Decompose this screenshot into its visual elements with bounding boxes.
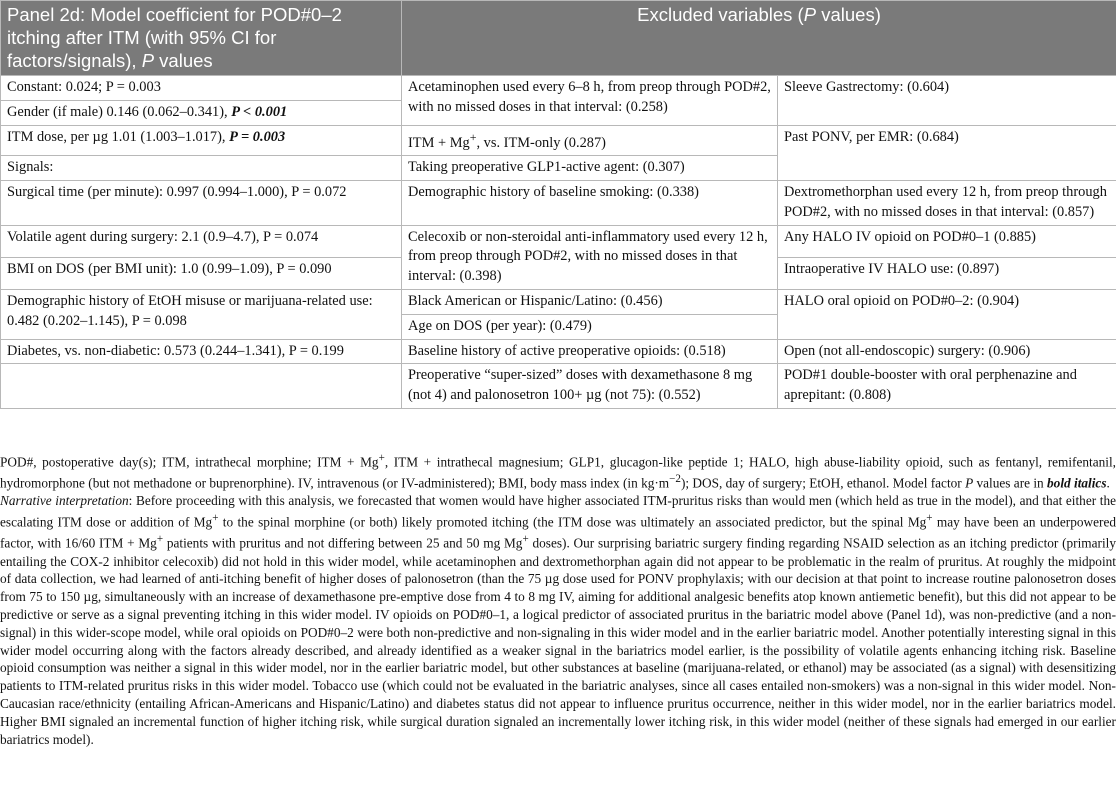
cell-open-surgery: Open (not all-endoscopic) surgery: (0.906) [778, 339, 1116, 364]
cell-supersized: Preoperative “super-sized” doses with dexamethasone 8 mg (not 4) and palonosetron 100+ µg (not 75): (0.552) [402, 364, 778, 409]
cell-etoh: Demographic history of EtOH misuse or marijuana-related use: 0.482 (0.202–1.145), P = 0.098 [1, 289, 402, 339]
cell-smoking: Demographic history of baseline smoking: (0.338) [402, 180, 778, 225]
cell-surgical-time: Surgical time (per minute): 0.997 (0.994–1.000), P = 0.072 [1, 180, 402, 225]
cell-double-booster: POD#1 double-booster with oral perphenazine and aprepitant: (0.808) [778, 364, 1116, 409]
cell-bmi: BMI on DOS (per BMI unit): 1.0 (0.99–1.09), P = 0.090 [1, 257, 402, 289]
cell-dextromethorphan: Dextromethorphan used every 12 h, from preop through POD#2, with no missed doses in that interval: (0.857) [778, 180, 1116, 225]
cell-baseline-opioids: Baseline history of active preoperative opioids: (0.518) [402, 339, 778, 364]
cell-empty [1, 364, 402, 409]
table-row [1, 364, 1116, 409]
cell-halo-oral: HALO oral opioid on POD#0–2: (0.904) [778, 289, 1116, 339]
cell-glp1: Taking preoperative GLP1-active agent: (0.307) [402, 156, 778, 181]
table-row [1, 76, 1116, 101]
cell-age: Age on DOS (per year): (0.479) [402, 314, 778, 339]
table-row [1, 125, 1116, 156]
abbreviations-note: POD#, postoperative day(s); ITM, intrathecal morphine; ITM + Mg+, ITM + intrathecal magnesium; GLP1, glucagon-like peptide 1; HALO, high abuse-liability opioid, such as fentanyl, remifentanil, hydromorphone (but not methadone or buprenorphine). IV, intravenous (or IV-administered); BMI, body mass index (in $kg\cdot m^{-2}$); DOS, day of surgery; EtOH, ethanol. Model factor P values are in bold italics. [0, 452, 1116, 491]
cell-ponv: Past PONV, per EMR: (0.684) [778, 125, 1116, 180]
cell-itm-dose: ITM dose, per µg 1.01 (1.003–1.017), P = 0.003 [1, 125, 402, 156]
table-row [1, 180, 1116, 225]
cell-signals: Signals: [1, 156, 402, 181]
cell-gender: Gender (if male) 0.146 (0.062–0.341), P < 0.001 [1, 100, 402, 125]
cell-volatile: Volatile agent during surgery: 2.1 (0.9–4.7), P = 0.074 [1, 225, 402, 257]
header-left: Panel 2d: Model coefficient for POD#0–2 itching after ITM (with 95% CI for factors/signals), P values [1, 1, 402, 76]
table-row [1, 339, 1116, 364]
cell-halo-iv: Any HALO IV opioid on POD#0–1 (0.885) [778, 225, 1116, 257]
table-row [1, 289, 1116, 314]
cell-itm-mg: ITM + Mg+, vs. ITM-only (0.287) [402, 125, 778, 156]
narrative-interpretation: Narrative interpretation: Before proceeding with this analysis, we forecasted that women would have higher associated ITM-pruritus risks than would men (which held as true in the model), and that either the escalating ITM dose or addition of Mg+ to the spinal morphine (or both) likely promoted itching (the ITM dose was ultimately an associated predictor, but the spinal Mg+ may have been an underpowered factor, with 16/60 ITM + Mg+ patients with pruritus and not differing between 25 and 50 mg Mg+ doses). Our surprising bariatric surgery finding regarding NSAID selection as an itching predictor (primarily entailing the COX-2 inhibitor celecoxib) did not hold in this wider model, while acetaminophen and dextromethorphan again did not appear to be problematic in the realm of pruritus. At roughly the midpoint of data collection, we had learned of anti-itching benefit of higher doses of palonosetron (than the 75 µg dose used for PONV prophylaxis; with our decision at that point to increase routine palonosetron doses from 75 to 150 µg, simultaneously with an increase of dexamethasone pre-emptive dose from 4 to 8 mg IV, aiming for additional analgesic benefits atop known antiemetic benefit), but this did not appear to be predictive or serve as a signal preventing itching in this wider model. IV opioids on POD#0–1, a logical predictor of associated pruritus in the bariatric model above (Panel 1d), was non-predictive (and a non-signal) in this wider-scope model, while oral opioids on POD#0–2 were both non-predictive and non-signaling in this wider model and in the earlier bariatric model. Another potentially interesting signal in this wider model occurring along with the factors already described, and already identified as a weaker signal in the bariatrics model earlier, is the possibility of volatile agents enhancing itching risk. Baseline opioid consumption was neither a signal in this wider model, nor in the earlier bariatric model, but other substances at baseline (marijuana-related, or ethanol) may be associated (as a signal) with desensitizing patients to ITM-related pruritus risks in this wider model. Tobacco use (which could not be evaluated in the bariatric analyses, since all cases entailed non-smokers) was a non-signal in this wider model. Non-Caucasian race/ethnicity (entailing African-Americans and Hispanic/Latino) and diabetes status did not appear to influence pruritus occurrence, neither in this wider model, nor in the earlier bariatrics model. Higher BMI signaled an incremental function of higher itching risk, while surgical duration signaled an incrementally lower itching risk, in this wider model (neither of these signals had emerged in our earlier bariatrics model). [0, 493, 1116, 747]
cell-diabetes: Diabetes, vs. non-diabetic: 0.573 (0.244–1.341), P = 0.199 [1, 339, 402, 364]
table-footnotes [0, 450, 1116, 748]
cell-acetaminophen: Acetaminophen used every 6–8 h, from preop through POD#2, with no missed doses in that interval: (0.258) [402, 76, 778, 126]
cell-intraop: Intraoperative IV HALO use: (0.897) [778, 257, 1116, 289]
cell-constant: Constant: 0.024; P = 0.003 [1, 76, 402, 101]
header-right: Excluded variables (P values) [402, 1, 1116, 76]
cell-celecoxib: Celecoxib or non-steroidal anti-inflammatory used every 12 h, from preop through POD#2, with no missed doses in that interval: (0.398) [402, 225, 778, 289]
table-row [1, 225, 1116, 257]
cell-sleeve: Sleeve Gastrectomy: (0.604) [778, 76, 1116, 126]
cell-race: Black American or Hispanic/Latino: (0.456) [402, 289, 778, 314]
header-row [1, 1, 1116, 76]
